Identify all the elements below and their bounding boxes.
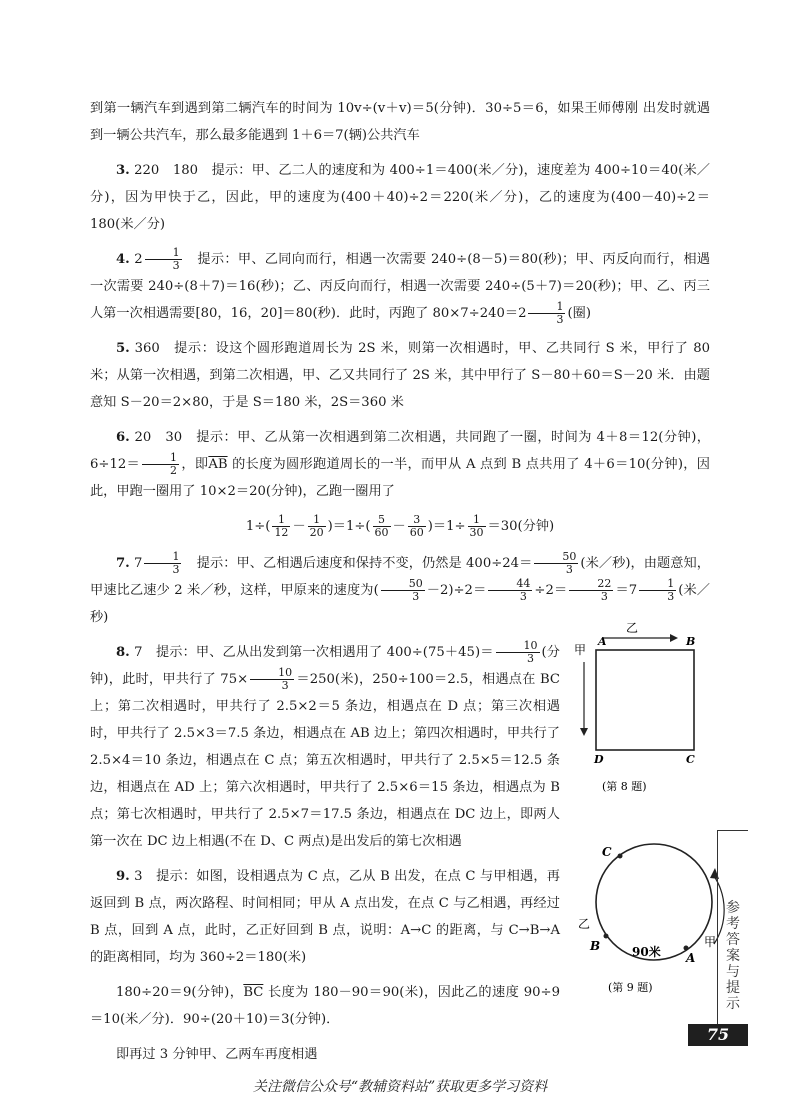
frac-num: 5: [373, 514, 391, 527]
answer-7-text-f: (米／秒): [90, 583, 710, 625]
answer-6-equation: [90, 513, 710, 540]
square-track: [596, 650, 694, 750]
answer-7-number: 7.: [116, 556, 130, 571]
frac-num: 10: [250, 667, 294, 680]
point-b: [604, 934, 609, 939]
answer-4-number: 4.: [116, 252, 130, 267]
eq-part: )＝1÷(: [327, 519, 371, 534]
answer-9-number: 9.: [116, 869, 130, 884]
p1-line1: 到第一辆汽车到遇到第二辆汽车的时间为 10v÷(v＋v)＝5(分钟)．30÷5＝6，如果王师傅刚: [90, 101, 639, 116]
answer-7-text-d: ÷2＝: [534, 583, 568, 598]
answer-6-number: 6.: [116, 430, 130, 445]
jia-arrowhead: [580, 728, 588, 736]
p1: [90, 95, 710, 149]
answer-9-text: 3 提示：如图，设相遇点为 C 点，乙从 B 出发，在点 C 与甲相遇，再返回到 B 点，两次路程、时间相同；甲从 A 点出发，在点 C 与乙相遇，再经过 B 点，回到 A 点，此时，乙正好回到 B 点，说明：A→C 的距离，与 C→B→A 的距离相同，均为 360÷2＝180(米): [90, 869, 560, 965]
figure-9: [576, 836, 726, 1001]
frac-den: 3: [600, 590, 608, 603]
frac-num: 1: [639, 578, 676, 591]
answer-8-number: 8.: [116, 645, 130, 660]
eq-frac: [468, 514, 486, 539]
answer-8: [90, 639, 560, 855]
frac-num: 3: [408, 514, 426, 527]
answer-6-text-a: 20 30 提示：甲、乙从第一次相遇到第二次相遇，共同跑了一圈，时间为 4＋8＝12(分钟)，6÷12＝: [90, 430, 710, 472]
yi-arrowhead: [670, 634, 678, 642]
eq-part: －: [292, 519, 306, 534]
p1-line2: 出发时就遇到一辆公共汽车，那么最多能遇到 1＋6＝7(辆)公共汽车: [90, 101, 710, 143]
label-c: C: [602, 845, 612, 859]
answer-5: [90, 335, 710, 416]
answer-7-text-b: (米／秒)，由题意知，甲速比乙速少 2 米／秒，这样，甲原来的速度为(: [90, 556, 710, 598]
vertex-b: B: [686, 635, 696, 648]
arc-bc: $\overline{BC}$: [243, 985, 264, 1000]
answer-3: [90, 157, 710, 238]
vertex-d: D: [594, 753, 604, 766]
frac-den: 60: [409, 526, 424, 539]
frac-num: 1: [308, 514, 326, 527]
frac-num: 1: [468, 514, 486, 527]
frac-num: 10: [496, 640, 540, 653]
eq-part: －: [392, 519, 406, 534]
figure-9-caption: (第 9 题): [608, 981, 653, 994]
answer-6-text-c: 的长度为圆形跑道周长的一半，而甲从 A 点到 B 点共用了 4＋6＝10(分钟)，因此，甲跑一圈用了 10×2＝20(分钟)，乙跑一圈用了: [90, 457, 710, 499]
answer-7-text-e: ＝7: [615, 583, 638, 598]
answer-8-text-a: 7 提示：甲、乙从出发到第一次相遇用了 400÷(75＋45)＝: [134, 645, 494, 660]
frac-num: 1: [142, 452, 179, 465]
footer-note: 关注微信公众号“教辅资料站”获取更多学习资料: [252, 1079, 548, 1095]
frac-den: 3: [172, 259, 180, 272]
frac-num: 22: [569, 578, 613, 591]
answer-6-fraction: [142, 452, 179, 477]
frac-num: 1: [144, 551, 181, 564]
eq-frac: [496, 640, 540, 665]
point-a: [684, 946, 689, 951]
arc-ab: $\overline{AB}$: [208, 457, 228, 472]
frac-num: 50: [381, 578, 425, 591]
vertex-c: C: [686, 753, 695, 766]
page-number: 75: [688, 1024, 748, 1046]
label-b: B: [590, 939, 601, 953]
answer-3-number: 3.: [116, 163, 130, 178]
frac-den: 3: [565, 563, 573, 576]
frac-num: 1: [145, 247, 182, 260]
answer-9-calc-b: 长度为 180－90＝90(米)，因此乙的速度 90÷9＝10(米／分)．90÷(20＋10)＝3(分钟)．: [90, 985, 560, 1027]
side-tab-label: 参考答案与提示: [726, 900, 740, 1012]
answer-3-text: 220 180 提示：甲、乙二人的速度和为 400÷1＝400(米／分)，速度差为 400÷10＝40(米／分)，因为甲快于乙，因此，甲的速度为(400＋40)÷2＝220(米／分)，乙的速度为(400－40)÷2＝180(米／分): [90, 163, 710, 232]
label-a: A: [686, 951, 696, 965]
eq-frac: [534, 551, 578, 576]
frac-den: 3: [412, 590, 420, 603]
eq-part: ＝30(分钟): [487, 519, 555, 534]
label-distance: 90米: [632, 945, 661, 959]
frac-den: 3: [519, 590, 527, 603]
answer-4: [90, 246, 710, 327]
frac-num: 1: [272, 514, 290, 527]
answer-7-fraction: [144, 551, 181, 576]
answer-9-calc: [90, 979, 560, 1033]
answer-8-text-c: ＝250(米)，250÷100＝2.5，相遇点在 BC 上；第二次相遇时，甲共行了 2.5×2＝5 条边，相遇点在 D 点；第三次相遇时，甲共行了 2.5×3＝7.5 条边，相遇点在 AB 边上；第四次相遇时，甲共行了 2.5×4＝10 条边，相遇点在 C 点；第五次相遇时，甲共行了 2.5×5＝12.5 条边，相遇点在 AD 上；第六次相遇时，甲共行了 2.5×6＝15 条边，相遇点为 B 点；第七次相遇时，甲共行了 2.5×7＝17.5 条边，相遇点在 DC 边上，即两人第一次在 DC 边上相遇(不在 D、C 两点)是出发后的第七次相遇: [90, 672, 561, 849]
eq-frac: [488, 578, 532, 603]
eq-part: 1÷(: [245, 519, 271, 534]
label-yi: 乙: [578, 917, 591, 931]
answer-7-whole: 7: [134, 556, 143, 571]
label-jia: 甲: [704, 935, 717, 949]
frac-den: 60: [374, 526, 389, 539]
frac-den: 30: [469, 526, 484, 539]
answer-5-number: 5.: [116, 341, 130, 356]
point-c: [618, 854, 623, 859]
eq-frac: [272, 514, 290, 539]
eq-frac: [408, 514, 426, 539]
label-jia: 甲: [574, 643, 587, 657]
answer-4-whole: 2: [134, 252, 143, 267]
figure-8-caption: (第 8 题): [602, 780, 647, 793]
circle-track: [596, 844, 712, 960]
frac-num: 50: [534, 551, 578, 564]
eq-part: )＝1÷: [427, 519, 466, 534]
frac-num: 1: [528, 301, 565, 314]
answer-8-text-b: (分钟)，此时，甲共行了 75×: [90, 645, 560, 687]
figure-8: [574, 618, 714, 798]
frac-den: 3: [667, 590, 675, 603]
answer-6: [90, 424, 710, 505]
frac-den: 20: [309, 526, 324, 539]
eq-frac: [373, 514, 391, 539]
eq-frac: [569, 578, 613, 603]
answer-9-conclusion: [90, 1041, 560, 1068]
eq-frac: [250, 667, 294, 692]
answer-6-text-b: ，即: [181, 457, 209, 472]
eq-frac: [639, 578, 676, 603]
answer-5-text: 360 提示：设这个圆形跑道周长为 2S 米，则第一次相遇时，甲、乙共同行 S 米，甲行了 80 米；从第一次相遇，到第二次相遇，甲、乙又共同行了 2S 米，其中甲行了 S－80＋60＝S－20 米．由题意知 S－20＝2×80，于是 S＝180 米，2S＝360 米: [90, 341, 710, 410]
answer-9-conclusion-text: 即再过 3 分钟甲、乙两车再度相遇: [116, 1047, 318, 1062]
answer-9-calc-a: 180÷20＝9(分钟)，: [116, 985, 244, 1000]
label-yi: 乙: [626, 621, 639, 635]
frac-den: 12: [274, 526, 289, 539]
answer-9: [90, 863, 560, 971]
answer-4-fraction: [145, 247, 182, 272]
answer-7-text-c: －2)÷2＝: [426, 583, 487, 598]
frac-den: 3: [527, 652, 535, 665]
frac-den: 3: [172, 563, 180, 576]
eq-frac: [308, 514, 326, 539]
frac-den: 2: [170, 464, 178, 477]
answer-4-tail: (圈): [567, 306, 591, 321]
frac-den: 3: [556, 313, 564, 326]
eq-frac: [381, 578, 425, 603]
answer-4-tail-fraction: [528, 301, 565, 326]
answer-4-text: 提示：甲、乙同向而行，相遇一次需要 240÷(8－5)＝80(秒)；甲、丙反向而行，相遇一次需要 240÷(8＋7)＝16(秒)；乙、丙反向而行，相遇一次需要 240÷(5＋7)＝20(秒)；甲、乙、丙三人第一次相遇需要[80，16，20]＝80(秒)．此时，丙跑了 80×7÷240＝2: [90, 252, 710, 321]
answer-7-text-a: 提示：甲、乙相遇后速度和保持不变，仍然是 400÷24＝: [183, 556, 533, 571]
frac-num: 44: [488, 578, 532, 591]
frac-den: 3: [281, 679, 289, 692]
vertex-a: A: [598, 635, 607, 648]
